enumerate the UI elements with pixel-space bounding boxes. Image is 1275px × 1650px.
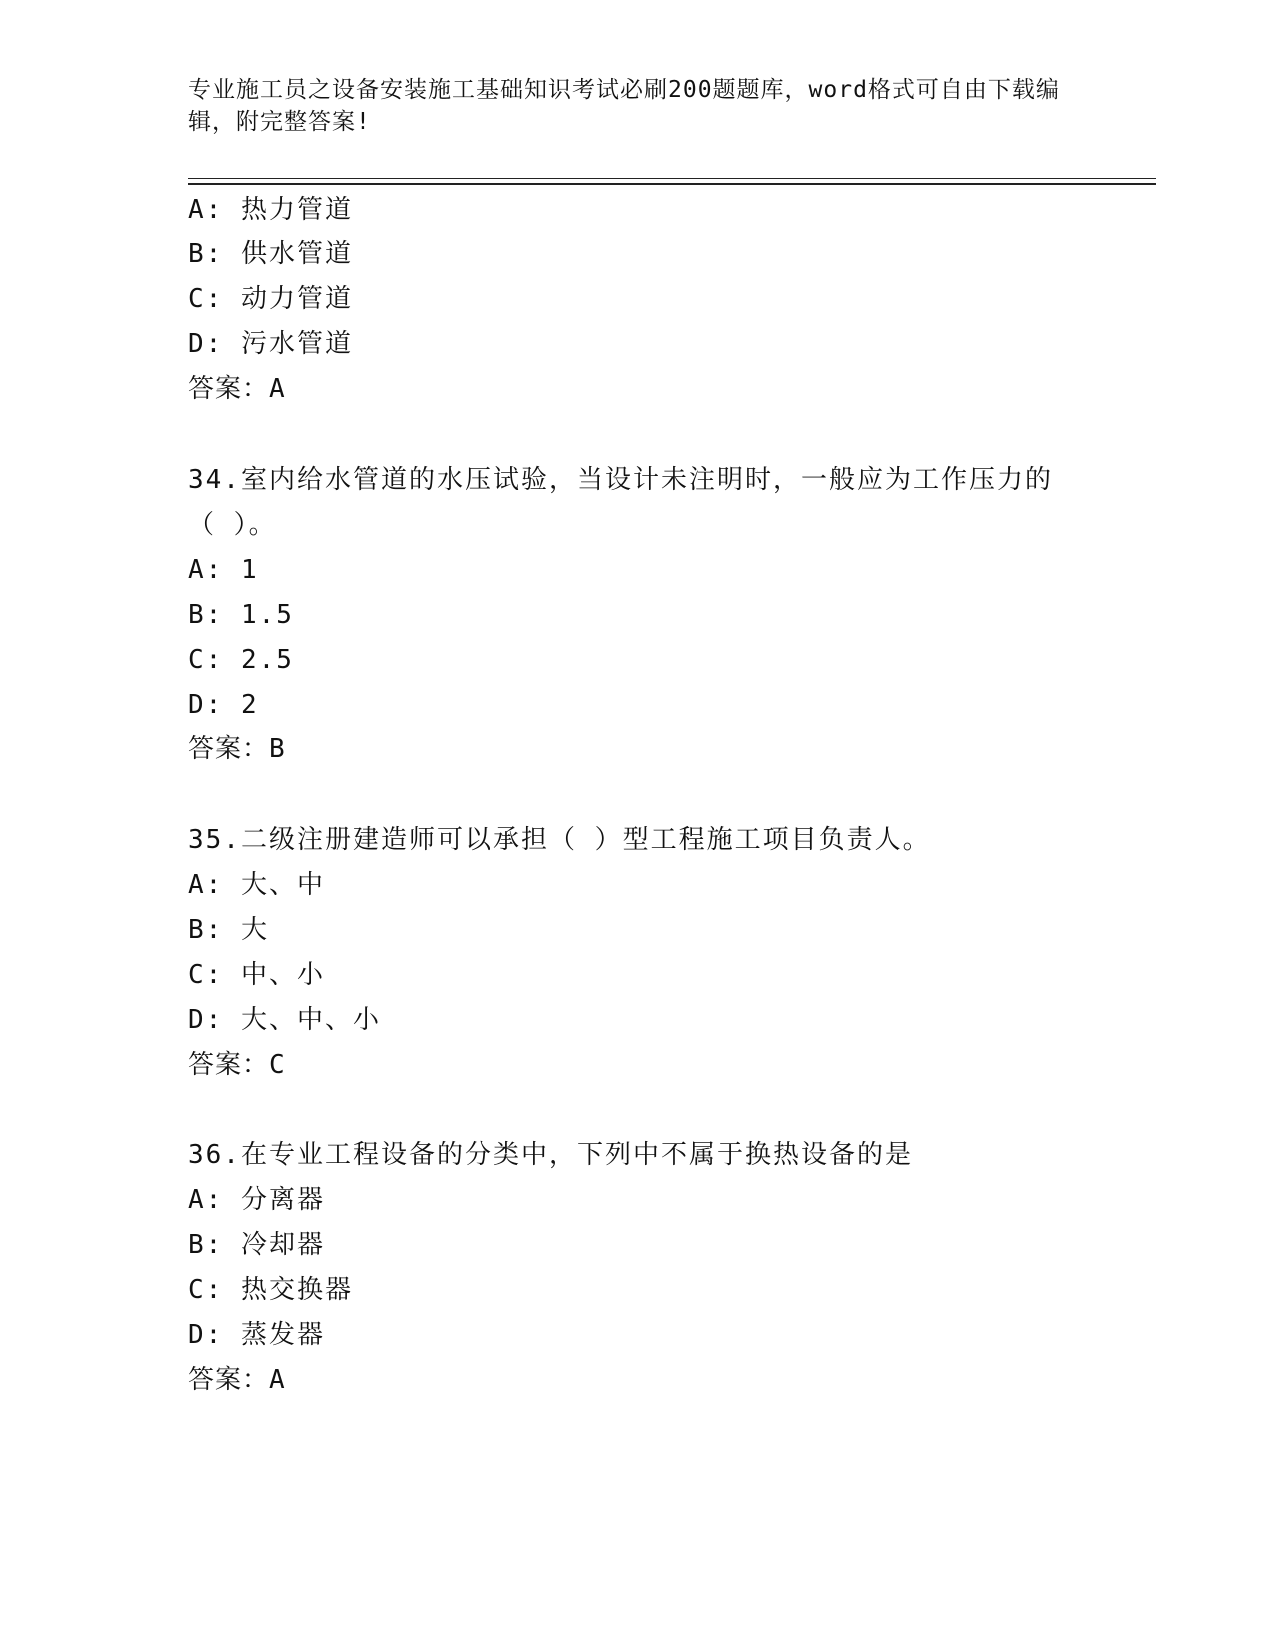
q36-option-b: B: 冷却器 <box>188 1230 325 1260</box>
q34-option-d: D: 2 <box>188 690 259 720</box>
q35-option-a: A: 大、中 <box>188 870 325 900</box>
q36-option-c: C: 热交换器 <box>188 1275 353 1305</box>
q35-answer: 答案：C <box>188 1050 286 1080</box>
document-header: 专业施工员之设备安装施工基础知识考试必刷200题题库，word格式可自由下载编辑，附完整答案! <box>188 77 1060 135</box>
q33-option-a: A: 热力管道 <box>188 195 353 225</box>
q35-option-d: D: 大、中、小 <box>188 1005 381 1035</box>
header-divider-thick <box>188 183 1156 185</box>
q34-option-b: B: 1.5 <box>188 600 294 630</box>
q34-option-c: C: 2.5 <box>188 645 294 675</box>
q35-option-c: C: 中、小 <box>188 960 325 990</box>
q35-stem: 35.二级注册建造师可以承担（ ）型工程施工项目负责人。 <box>188 825 931 855</box>
q33-answer: 答案：A <box>188 374 286 404</box>
q35-option-b: B: 大 <box>188 915 269 945</box>
q34-stem-line2: （ ）。 <box>188 510 277 540</box>
q36-stem: 36.在专业工程设备的分类中，下列中不属于换热设备的是 <box>188 1140 913 1170</box>
q36-option-a: A: 分离器 <box>188 1185 325 1215</box>
q33-option-d: D: 污水管道 <box>188 329 353 359</box>
q34-stem-line1: 34.室内给水管道的水压试验，当设计未注明时，一般应为工作压力的 <box>188 465 1053 495</box>
q33-option-c: C: 动力管道 <box>188 284 353 314</box>
q33-option-b: B: 供水管道 <box>188 239 353 269</box>
header-divider-thin <box>188 178 1156 179</box>
q36-option-d: D: 蒸发器 <box>188 1320 325 1350</box>
q34-option-a: A: 1 <box>188 555 259 585</box>
q34-answer: 答案：B <box>188 734 286 764</box>
q36-answer: 答案：A <box>188 1365 286 1395</box>
